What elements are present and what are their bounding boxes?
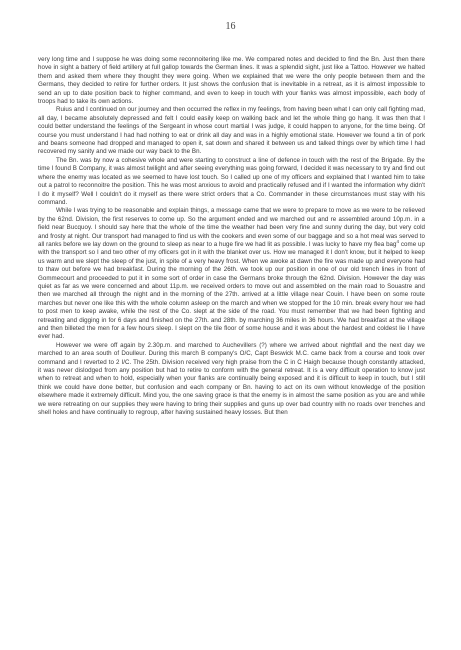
paragraph-2: Ruius and I continued on our journey and then occurred the reflex in my feelings, from having been what I can only call fighting mad, all day, I became absolutely depressed and felt I could easily keep on walking back and let the whole thing go hang. It was then that I could better understand the feelings of the Sergeant in whose court martial I was judge, it could happen to anyone, for the time being. Of course you must understand I had had nothing to eat or drink all day and was in a highly emotional state. However we found a tin of pork and beans someone had dropped and managed to open it, sat down and shared it between us and talked things over by which time I had recovered my sanity and we made our way back to the Bn.: [38, 106, 425, 156]
paragraph-4-text-a: While I was trying to be reasonable and explain things, a message came that we were to prepare to move as we were to be relieved by the 62nd. Division, the first reserves to come up. So the argument ended and we marched out and re assembled around 10p.m. in a field near Bucquoy. I should say here that the whole of the time the weather had been very fine and sunny during the day, but very cold and frosty at night. Our transport had managed to find us with the cookers and even some of our baggage and so a hot meal was served to all ranks before we lay down on the ground to sleep as near to a huge fire we had lit as possible. I was lucky to have my flea bag: [38, 207, 425, 248]
page-number: 16: [225, 21, 236, 32]
paragraph-1: very long time and I suppose he was doing some reconnoitering like me. We compared notes and decided to find the Bn. Just then there hove in sight a battery of field artillery at full gallop towards the German lines. It was a splendid sight, just like a Tattoo. However we halted them and asked them where they thought they were going. When we explained that we were the only people between them and the Germans, they decided to retire for further orders. It just shows the confusion that is inevitable in a retreat, as it is almost impossible to send an up to date position back to higher command, and even to keep in touch with your flanks was almost impossible, each body of troops had to take its own actions.: [38, 56, 425, 106]
paragraph-5: However we were off again by 2.30p.m. and marched to Auchevillers (?) where we arrived about nightfall and the next day we marched to an area south of Doulleur. During this march B company's O/C, Capt Beswick M.C. came back from a course and took over command and I reverted to 2 I/C. The 25th. Division received very high praise from the C in C Haigh because though constantly attacked, it was never dislodged from any position but had to retire to conform with the general retreat. It is a very difficult operation to know just when to retreat and when to hold, especially when your flanks are continually being exposed and it is difficult to keep in touch, but I still think we could have done better, but confusion and each company or Bn. having to act on its own without knowledge of the position elsewhere made it extremely difficult. Mind you, the one saving grace is that the enemy is in almost the same position as you are and while we were retreating on our supplies they were having to bring their supplies and guns up over bad country with no roads over trenches and shell holes and have continually to regroup, after having sustained heavy losses. But then: [38, 341, 425, 417]
paragraph-4-text-b: come up with the transport so I and two other of my officers got in it with the blanket over us. How we managed it I don't know, but it helped to keep us warm and we slept the sleep of the just, in spite of a very heavy frost. When we awoke at dawn the fire was made up and everyone had to thaw out before we had breakfast. During the morning of the 26th. we took up our position in one of our old trench lines in front of Gommecourt and proceeded to put it in some sort of order in case the Germans broke through the 62nd. Division. However the day was quiet as far as we were concerned and about 11p.m. we received orders to move out and assembled on the main road to Souastre and then we marched all through the night and in the morning of the 27th. arrived at a little village near Couin. I have been on some route marches but never one like this with the whole column asleep on the march and when we stopped for the 10 min. break every hour we had to post men to keep awake, while the rest of the Co. slept at the side of the road. You must remember that we had been fighting and retreating and digging in for 6 days and finished on the 27th. and 28th. by marching 36 miles in 36 hours. We had breakfast at the village and then billeted the men for a few hours sleep. I slept on the tile floor of some house and it was about the hardest and coldest lie I have ever had.: [38, 240, 425, 341]
paragraph-3: The Bn. was by now a cohesive whole and were starting to construct a line of defence in touch with the rest of the Brigade. By the time I found B Company, it was almost twilight and after seeing everything was going forward, I decided it was necessary to try and find out where the enemy was located as we seemed to have lost touch. So I called up one of my officers and explained that I wanted him to take out a patrol to reconnoitre the position. This he was most anxious to avoid and practically refused and if I wanted the information why didn't I do it myself? Well I couldn't do it myself as there were strict orders that a Co. Commander in these circumstances must stay with his command.: [38, 156, 425, 206]
body-text: [38, 56, 425, 417]
footnote-marker: 4: [396, 238, 400, 244]
paragraph-4: [38, 207, 425, 342]
